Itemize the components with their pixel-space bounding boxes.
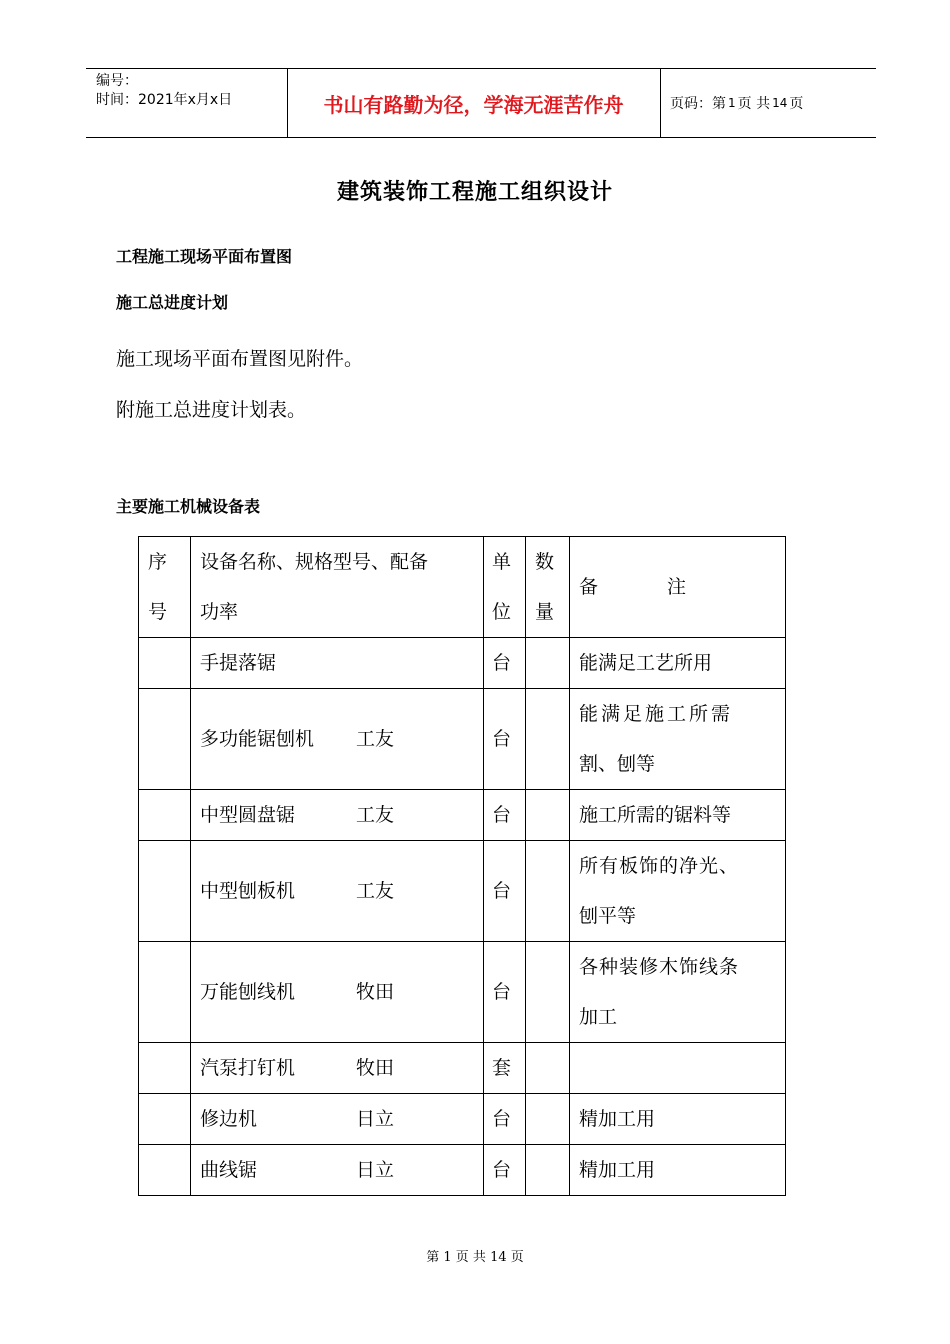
number-label: 编号： bbox=[96, 73, 138, 89]
header-name: 设备名称、规格型号、配备 功率 bbox=[191, 537, 484, 638]
header-qty: 数 量 bbox=[526, 537, 570, 638]
footer-mid: 页 共 bbox=[455, 1250, 486, 1265]
header-meta bbox=[96, 72, 232, 110]
footer-prefix: 第 bbox=[426, 1250, 440, 1265]
row-note: 各种装修木饰线条 加工 bbox=[570, 942, 786, 1043]
row-qty bbox=[526, 1145, 570, 1196]
header-page-info bbox=[670, 69, 803, 137]
row-seq bbox=[139, 689, 191, 790]
paragraph-schedule: 附施工总进度计划表。 bbox=[116, 399, 307, 421]
row-note: 精加工用 bbox=[570, 1094, 786, 1145]
row-qty bbox=[526, 1094, 570, 1145]
row-unit: 台 bbox=[484, 1094, 526, 1145]
row-note bbox=[570, 1043, 786, 1094]
footer-suffix: 页 bbox=[510, 1250, 524, 1265]
header-seq: 序 号 bbox=[139, 537, 191, 638]
row-note: 施工所需的锯料等 bbox=[570, 790, 786, 841]
footer-total: 14 bbox=[490, 1250, 507, 1265]
time-label: 时间：2021年x月x日 bbox=[96, 92, 233, 108]
page-footer bbox=[0, 1246, 950, 1265]
row-name: 多功能锯刨机 工友 bbox=[191, 689, 484, 790]
row-name: 中型圆盘锯 工友 bbox=[191, 790, 484, 841]
table-row bbox=[139, 689, 786, 790]
table-row bbox=[139, 1094, 786, 1145]
table-row bbox=[139, 638, 786, 689]
paragraph-site-plan: 施工现场平面布置图见附件。 bbox=[116, 348, 364, 370]
row-seq bbox=[139, 638, 191, 689]
row-seq bbox=[139, 1043, 191, 1094]
row-qty bbox=[526, 942, 570, 1043]
row-seq bbox=[139, 1094, 191, 1145]
row-qty bbox=[526, 841, 570, 942]
equipment-table bbox=[138, 536, 786, 1196]
row-name: 手提落锯 bbox=[191, 638, 484, 689]
page-prefix: 页码：第 bbox=[670, 96, 726, 112]
row-unit: 台 bbox=[484, 1145, 526, 1196]
row-unit: 台 bbox=[484, 638, 526, 689]
row-name: 修边机 日立 bbox=[191, 1094, 484, 1145]
row-note: 所有板饰的净光、 刨平等 bbox=[570, 841, 786, 942]
document-title: 建筑装饰工程施工组织设计 bbox=[336, 180, 613, 205]
page-current: 1 bbox=[728, 96, 736, 110]
row-name: 曲线锯 日立 bbox=[191, 1145, 484, 1196]
header-note: 备 注 bbox=[570, 537, 786, 638]
row-unit: 套 bbox=[484, 1043, 526, 1094]
row-qty bbox=[526, 1043, 570, 1094]
page-mid: 页 共 bbox=[737, 96, 771, 112]
page-suffix: 页 bbox=[789, 96, 804, 112]
row-seq bbox=[139, 1145, 191, 1196]
row-seq bbox=[139, 790, 191, 841]
row-name: 汽泵打钉机 牧田 bbox=[191, 1043, 484, 1094]
table-row bbox=[139, 1043, 786, 1094]
table-row bbox=[139, 942, 786, 1043]
row-unit: 台 bbox=[484, 841, 526, 942]
table-header-row bbox=[139, 537, 786, 638]
row-note: 能满足工艺所用 bbox=[570, 638, 786, 689]
layout-heading: 工程施工现场平面布置图 bbox=[116, 247, 293, 266]
table-row bbox=[139, 841, 786, 942]
table-row bbox=[139, 1145, 786, 1196]
row-unit: 台 bbox=[484, 790, 526, 841]
row-qty bbox=[526, 689, 570, 790]
row-qty bbox=[526, 790, 570, 841]
row-unit: 台 bbox=[484, 689, 526, 790]
header-motto: 书山有路勤为径，学海无涯苦作舟 bbox=[323, 92, 624, 117]
header-unit: 单 位 bbox=[484, 537, 526, 638]
row-seq bbox=[139, 942, 191, 1043]
row-note: 精加工用 bbox=[570, 1145, 786, 1196]
schedule-heading: 施工总进度计划 bbox=[116, 293, 229, 312]
row-qty bbox=[526, 638, 570, 689]
equipment-heading: 主要施工机械设备表 bbox=[116, 497, 261, 516]
row-unit: 台 bbox=[484, 942, 526, 1043]
row-seq bbox=[139, 841, 191, 942]
header-divider bbox=[660, 69, 661, 137]
row-name: 中型刨板机 工友 bbox=[191, 841, 484, 942]
row-note: 能满足施工所需 割、刨等 bbox=[570, 689, 786, 790]
page-total: 14 bbox=[772, 96, 788, 110]
page-header bbox=[86, 68, 876, 138]
table-row bbox=[139, 790, 786, 841]
footer-current: 1 bbox=[443, 1250, 452, 1265]
row-name: 万能刨线机 牧田 bbox=[191, 942, 484, 1043]
